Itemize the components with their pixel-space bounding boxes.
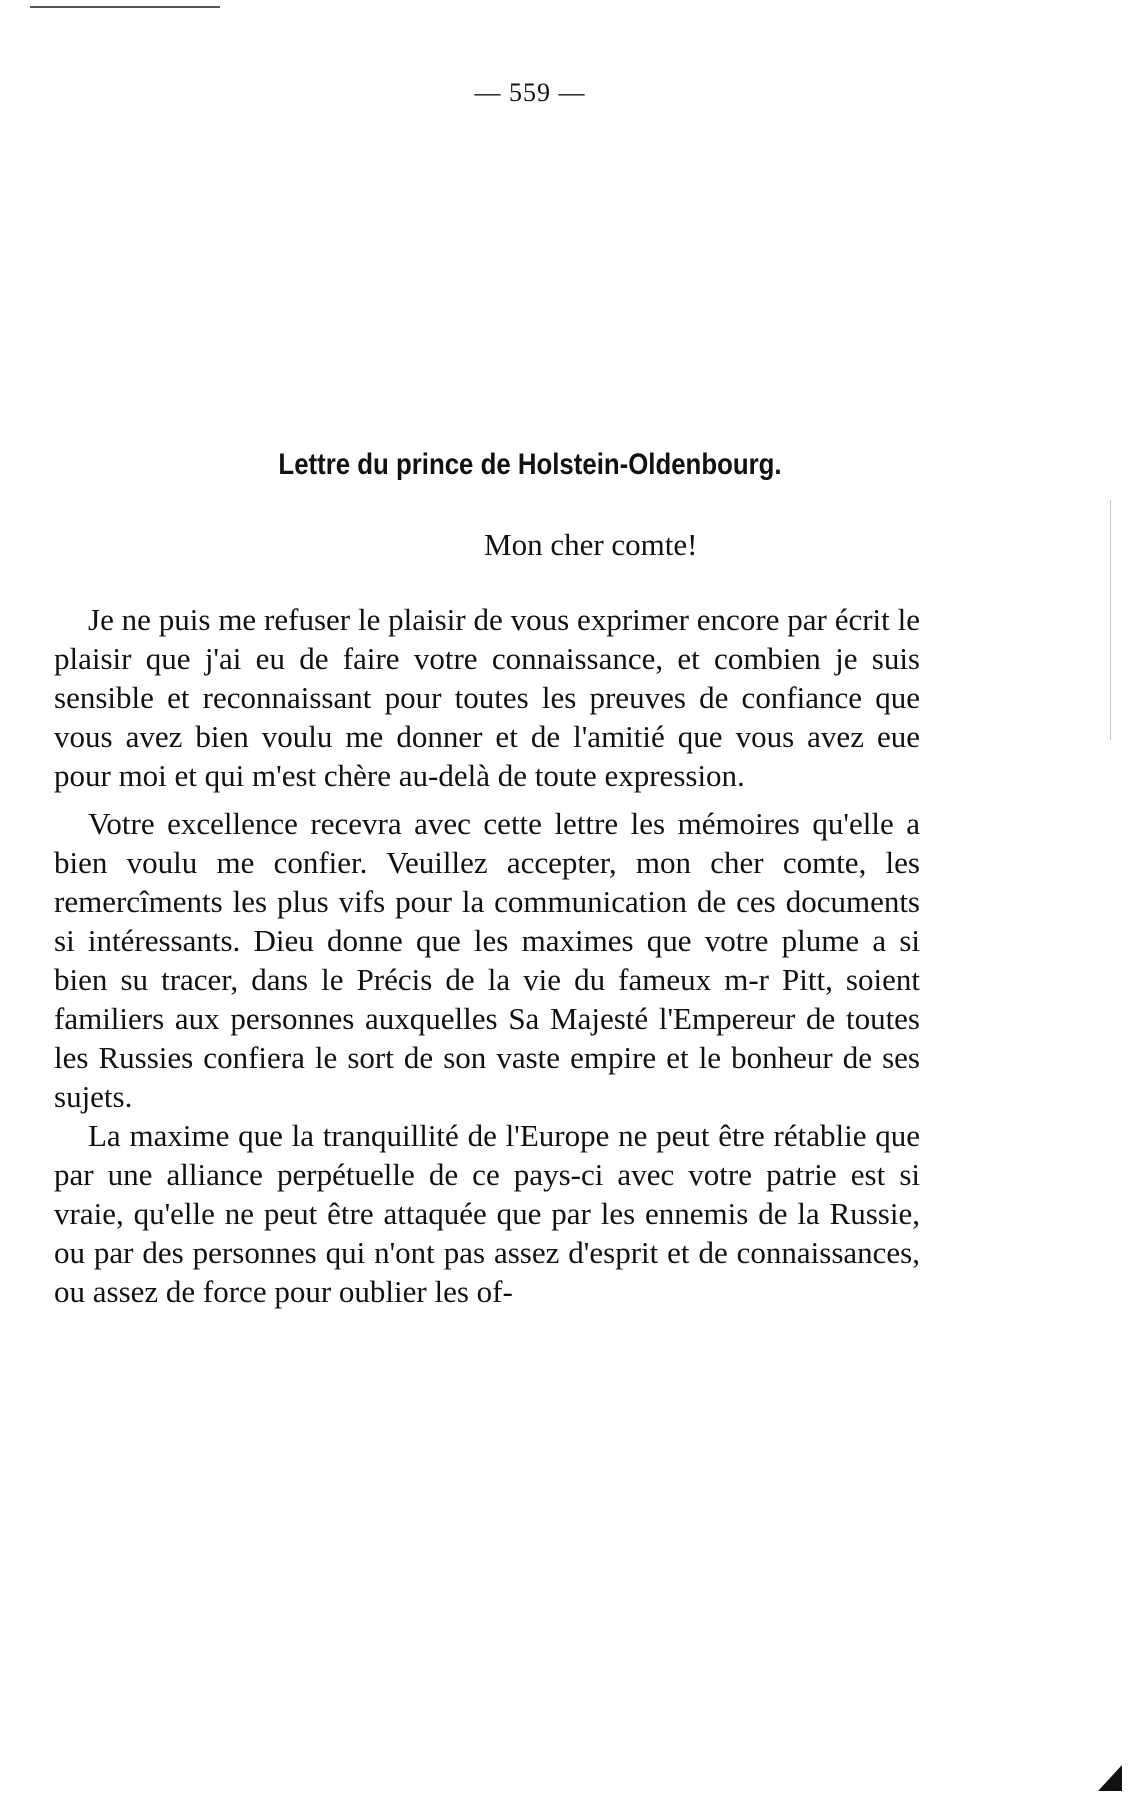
paragraph-1: Je ne puis me refuser le plaisir de vous exprimer encore par écrit le plaisir que j'ai eu de faire votre connaissance, et combien je suis sensible et reconnaissant pour toutes les preuves de confiance que vous avez bien voulu me donner et de l'amitié que vous avez eue pour moi et qui m'est chère au-delà de toute expression. [54,602,920,793]
corner-mark [1098,1765,1122,1791]
page-number: — 559 — [474,78,586,107]
letter-heading: Lettre du prince de Holstein-Oldenbourg. [278,448,782,481]
letter-body [54,600,920,1311]
salutation: Mon cher comte! [484,527,698,562]
top-rule [30,6,220,8]
paragraph-3: La maxime que la tranquillité de l'Europe ne peut être rétablie que par une alliance perpétuelle de ce pays-ci avec votre patrie est si vraie, qu'elle ne peut être attaquée que par les ennemis de la Russie, ou par des personnes qui n'ont pas assez d'esprit et de connaissances, ou assez de force pour oublier les of- [54,1118,920,1309]
margin-rule [1110,500,1111,740]
paragraph-2: Votre excellence recevra avec cette lettre les mémoires qu'elle a bien voulu me confier. Veuillez accepter, mon cher comte, les remercîments les plus vifs pour la communication de ces documents si intéressants. Dieu donne que les maximes que votre plume a si bien su tracer, dans le Précis de la vie du fameux m-r Pitt, soient familiers aux personnes auxquelles Sa Majesté l'Empereur de toutes les Russies confiera le sort de son vaste empire et le bonheur de ses sujets. [54,806,920,1114]
